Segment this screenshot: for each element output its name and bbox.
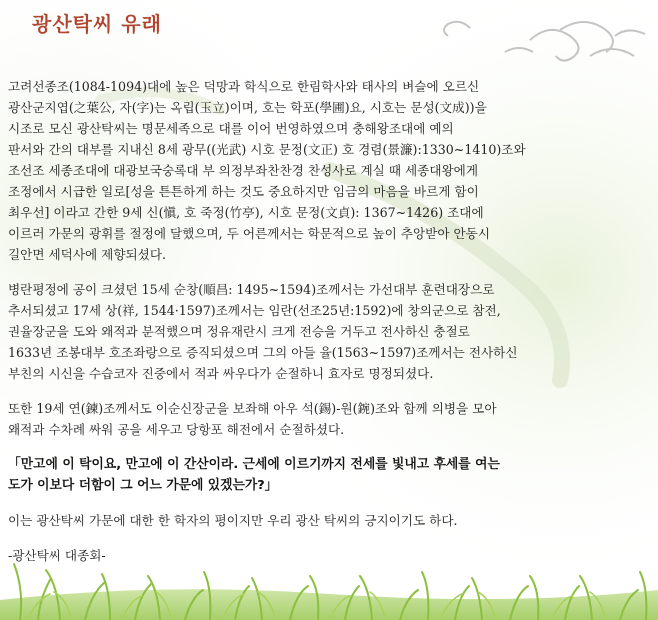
quote-block bbox=[8, 454, 653, 496]
text-line: 1633년 조봉대부 호조좌랑으로 증직되셨으며 그의 아들 율(1563~1597)조께서는 전사하신 bbox=[8, 345, 518, 360]
content-body bbox=[8, 76, 653, 566]
quote-line: 「만고에 이 탁이요, 만고에 이 간산이라. 근세에 이르기까지 전세를 빛내고 후세를 여는 bbox=[8, 457, 500, 472]
text-line: 최우선] 이라고 간한 9세 신(愼, 호 죽정(竹亭), 시호 문정(文貞): 1367~1426) 조대에 bbox=[8, 205, 484, 220]
signature: -광산탁씨 대종회- bbox=[8, 548, 106, 563]
text-line: 시조로 모신 광산탁씨는 명문세족으로 대를 이어 번영하였으며 충해왕조대에 예의 bbox=[8, 121, 454, 136]
text-line: 길안면 세덕사에 제향되셨다. bbox=[8, 247, 166, 262]
text-line: 조선조 세종조대에 대광보국숭록대 부 의정부좌찬찬경 찬성사로 계실 때 세종대왕에게 bbox=[8, 163, 478, 178]
text-line: 왜적과 수차례 싸워 공을 세우고 당항포 해전에서 순절하셨다. bbox=[8, 422, 345, 437]
text-line: 부친의 시신을 수습코자 진중에서 적과 싸우다가 순절하니 효자로 명정되셨다. bbox=[8, 366, 434, 381]
paragraph-military bbox=[8, 279, 653, 384]
text-line: 병란평정에 공이 크셨던 15세 순창(順昌: 1495~1594)조께서는 가선대부 훈련대장으로 bbox=[8, 282, 495, 297]
page-title: 광산탁씨 유래 bbox=[32, 12, 162, 36]
paragraph-origin bbox=[8, 76, 653, 265]
text-line: 고려선종조(1084-1094)대에 높은 덕망과 학식으로 한림학사와 태사의 벼슬에 오르신 bbox=[8, 79, 480, 94]
closing-text: 이는 광산탁씨 가문에 대한 한 학자의 평이지만 우리 광산 탁씨의 긍지이기도 하다. bbox=[8, 513, 458, 528]
paragraph-righteous-army bbox=[8, 398, 653, 440]
text-line: 조정에서 시급한 일로[성을 튼튼하게 하는 것도 중요하지만 임금의 마음을 바르게 함이 bbox=[8, 184, 479, 199]
text-line: 이르러 가문의 광휘를 절정에 달했으며, 두 어른께서는 학문적으로 높이 추앙받아 안동시 bbox=[8, 226, 490, 241]
text-line: 추서되셨고 17세 상(祥, 1544·1597)조께서는 임란(선조25년:1592)에 창의군으로 참전, bbox=[8, 303, 501, 318]
quote-line: 도가 이보다 더함이 그 어느 가문에 있겠는가?」 bbox=[8, 478, 278, 493]
text-line: 판서와 간의 대부를 지내신 8세 광무((光武) 시호 문정(文正) 호 경렴(景濂):1330~1410)조와 bbox=[8, 142, 526, 157]
text-line: 광산군지엽(之葉公, 자(字)는 옥립(玉立)이며, 호는 학포(學圃)요, 시호는 문성(文成))을 bbox=[8, 100, 487, 115]
text-line: 권율장군을 도와 왜적과 분적했으며 정유재란시 크게 전승을 거두고 전사하신 충절로 bbox=[8, 324, 470, 339]
text-line: 또한 19세 연(鍊)조께서도 이순신장군을 보좌해 아우 석(錫)-원(鋺)조와 함께 의병을 모아 bbox=[8, 401, 497, 416]
